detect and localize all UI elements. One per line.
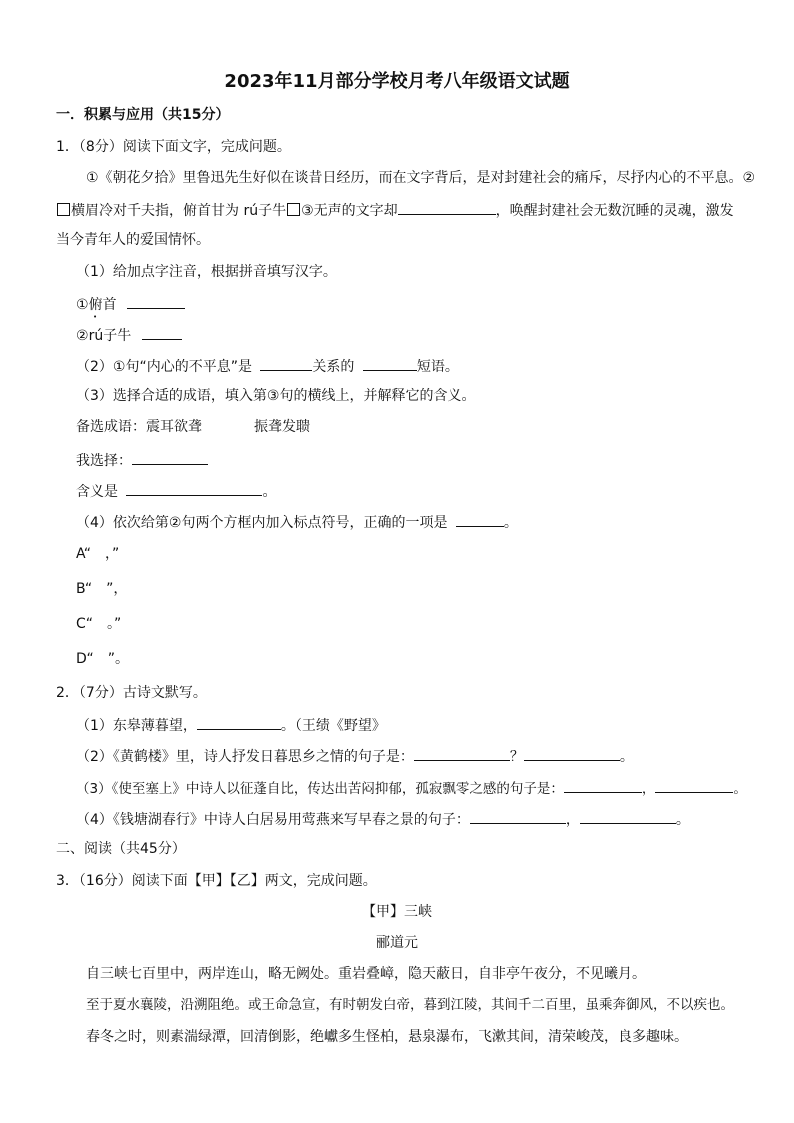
choice-blank[interactable] bbox=[132, 449, 208, 465]
question-3-stem: 3．（16分）阅读下面【甲】【乙】两文，完成问题。 bbox=[56, 873, 377, 889]
q2-line-1: （1）东皋薄暮望， 。（王绩《野望》 bbox=[76, 714, 386, 736]
dotted-char: 俯 bbox=[88, 297, 103, 313]
q1-sub-1-item-1: ①俯首 bbox=[76, 293, 185, 321]
option-d: D“ ”。 bbox=[76, 651, 129, 667]
passage-author: 郦道元 bbox=[376, 935, 418, 951]
page-title: 2023年11月部分学校月考八年级语文试题 bbox=[224, 71, 570, 92]
poem-blank-6[interactable] bbox=[470, 808, 566, 824]
q1-sub-2: （2）①句“内心的不平息”是 关系的 短语。 bbox=[76, 355, 459, 377]
poem-blank-1[interactable] bbox=[197, 714, 281, 730]
passage-paragraph-2: 至于夏水襄陵，沿溯阻绝。或王命急宣，有时朝发白帝，暮到江陵，其间千二百里，虽乘奔御风，不以疾也。 bbox=[86, 997, 734, 1013]
q2-line-3: （3）《使至塞上》中诗人以征蓬自比，传达出苦闷抑郁，孤寂飘零之感的句子是： ， 。 bbox=[76, 777, 747, 799]
question-1-stem: 1．（8分）阅读下面文字，完成问题。 bbox=[56, 139, 291, 155]
q1-passage-line-2: 横眉冷对千夫指，俯首甘为 rú子牛 ③无声的文字却 ，唤醒封建社会无数沉睡的灵魂，激发 bbox=[56, 199, 734, 221]
q1-candidate-idioms: 备选成语：震耳欲聋 振聋发聩 bbox=[76, 419, 310, 435]
q1-passage-line-3: 当今青年人的爱国情怀。 bbox=[56, 232, 210, 248]
q1-passage-line-1: ①《朝花夕拾》里鲁迅先生好似在谈昔日经历，而在文字背后，是对封建社会的痛斥，尽抒内心的不平息。② bbox=[86, 170, 756, 186]
q1-sub-1: （1）给加点字注音，根据拼音填写汉字。 bbox=[76, 264, 337, 280]
option-c: C“ 。” bbox=[76, 616, 122, 632]
section-2-heading: 二、阅读（共45分） bbox=[56, 841, 186, 857]
meaning-blank[interactable] bbox=[126, 480, 262, 496]
section-1-heading: 一．积累与应用（共15分） bbox=[56, 107, 230, 123]
poem-blank-5[interactable] bbox=[655, 777, 733, 793]
punctuation-box-2[interactable] bbox=[287, 203, 300, 216]
passage-paragraph-1: 自三峡七百里中，两岸连山，略无阙处。重岩叠嶂，隐天蔽日，自非亭午夜分，不见曦月。 bbox=[86, 966, 646, 982]
q2-line-4: （4）《钱塘湖春行》中诗人白居易用莺燕来写早春之景的句子： ， 。 bbox=[76, 808, 690, 830]
question-2-stem: 2．（7分）古诗文默写。 bbox=[56, 685, 207, 701]
hanzi-blank[interactable] bbox=[142, 324, 182, 340]
passage-paragraph-3: 春冬之时，则素湍绿潭，回清倒影，绝巘多生怪柏，悬泉瀑布，飞漱其间，清荣峻茂，良多趣味。 bbox=[86, 1029, 688, 1045]
relation-blank[interactable] bbox=[260, 355, 312, 371]
poem-blank-2[interactable] bbox=[414, 745, 510, 761]
q2-line-2: （2）《黄鹤楼》里，诗人抒发日暮思乡之情的句子是： ？ 。 bbox=[76, 745, 634, 767]
poem-blank-3[interactable] bbox=[524, 745, 620, 761]
option-a: A“ ，” bbox=[76, 546, 120, 562]
q1-sub-1-item-2: ②rú子牛 bbox=[76, 324, 182, 346]
poem-blank-4[interactable] bbox=[564, 777, 642, 793]
q1-choice-line: 我选择： bbox=[76, 449, 208, 471]
poem-blank-7[interactable] bbox=[580, 808, 676, 824]
answer-blank[interactable] bbox=[456, 511, 504, 527]
q1-sub-4: （4）依次给第②句两个方框内加入标点符号，正确的一项是 。 bbox=[76, 511, 518, 533]
idiom-blank[interactable] bbox=[398, 199, 496, 215]
q1-sub-3: （3）选择合适的成语，填入第③句的横线上，并解释它的含义。 bbox=[76, 388, 476, 404]
option-b: B“ ”， bbox=[76, 581, 128, 597]
phrase-type-blank[interactable] bbox=[363, 355, 417, 371]
punctuation-box-1[interactable] bbox=[57, 203, 70, 216]
passage-title: 【甲】三峡 bbox=[362, 904, 432, 920]
pinyin-blank[interactable] bbox=[127, 293, 185, 309]
q1-meaning-line: 含义是 。 bbox=[76, 480, 276, 502]
